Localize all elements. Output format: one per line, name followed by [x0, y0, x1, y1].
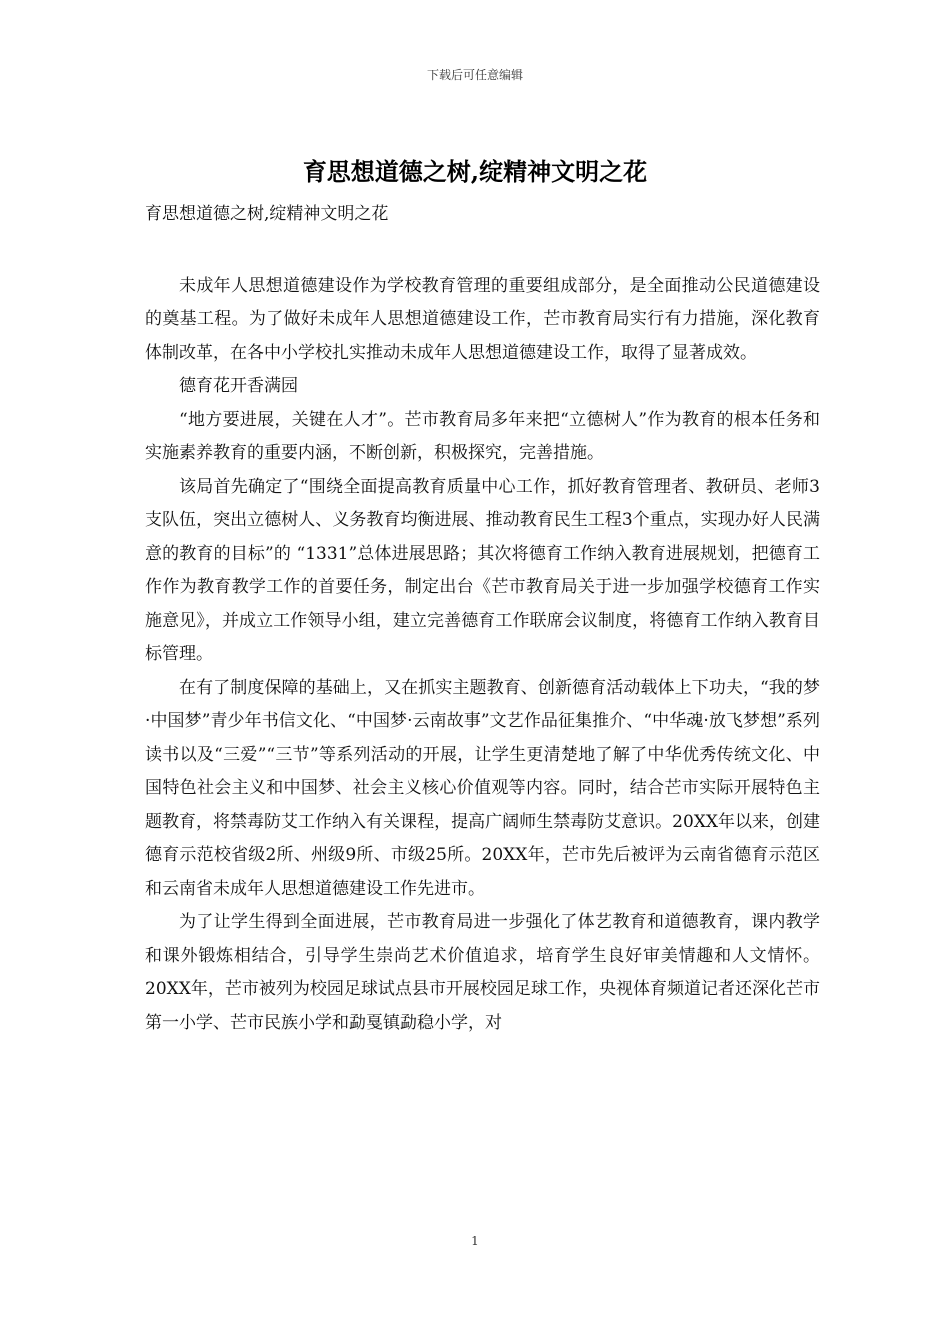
paragraph: “地方要进展，关键在人才”。芒市教育局多年来把“立德树人”作为教育的根本任务和实施素养教育的重要内涵，不断创新，积极探究，完善措施。 [145, 409, 820, 463]
section-heading: 德育花开香满园 [179, 376, 298, 396]
paragraph: 在有了制度保障的基础上，又在抓实主题教育、创新德育活动载体上下功夫，“我的梦·中国梦”青少年书信文化、“中国梦·云南故事”文艺作品征集推介、“中华魂·放飞梦想”系列读书以及“三爱”“三节”等系列活动的开展，让学生更清楚地了解了中华优秀传统文化、中国特色社会主义和中国梦、社会主义核心价值观等内容。同时，结合芒市实际开展特色主题教育，将禁毒防艾工作纳入有关课程，提高广阔师生禁毒防艾意识。20XX年以来，创建德育示范校省级2所、州级9所、市级25所。20XX年，芒市先后被评为云南省德育示范区和云南省未成年人思想道德建设工作先进市。 [145, 677, 820, 899]
paragraph: 该局首先确定了“围绕全面提高教育质量中心工作，抓好教育管理者、教研员、老师3支队伍，突出立德树人、义务教育均衡进展、推动教育民生工程3个重点，实现办好人民满意的教育的目标”的 “1331”总体进展思路；其次将德育工作纳入教育进展规划，把德育工作作为教育教学工作的首要任务，制定出台《芒市教育局关于进一步加强学校德育工作实施意见》，并成立工作领导小组，建立完善德育工作联席会议制度，将德育工作纳入教育目标管理。 [145, 476, 820, 664]
paragraph-intro: 未成年人思想道德建设作为学校教育管理的重要组成部分，是全面推动公民道德建设的奠基工程。为了做好未成年人思想道德建设工作，芒市教育局实行有力措施，深化教育体制改革，在各中小学校扎实推动未成年人思想道德建设工作，取得了显著成效。 [145, 275, 820, 363]
paragraph: 为了让学生得到全面进展，芒市教育局进一步强化了体艺教育和道德教育，课内教学和课外锻炼相结合，引导学生崇尚艺术价值追求，培育学生良好审美情趣和人文情怀。20XX年，芒市被列为校园足球试点县市开展校园足球工作，央视体育频道记者还深化芒市第一小学、芒市民族小学和勐戛镇勐稳小学，对 [145, 912, 820, 1033]
page-header: 下载后可任意编辑 [426, 68, 523, 82]
document-title: 育思想道德之树,绽精神文明之花 [302, 157, 648, 186]
document-subtitle: 育思想道德之树,绽精神文明之花 [145, 204, 389, 224]
page-number: 1 [471, 1234, 479, 1248]
document-body [145, 198, 820, 1040]
